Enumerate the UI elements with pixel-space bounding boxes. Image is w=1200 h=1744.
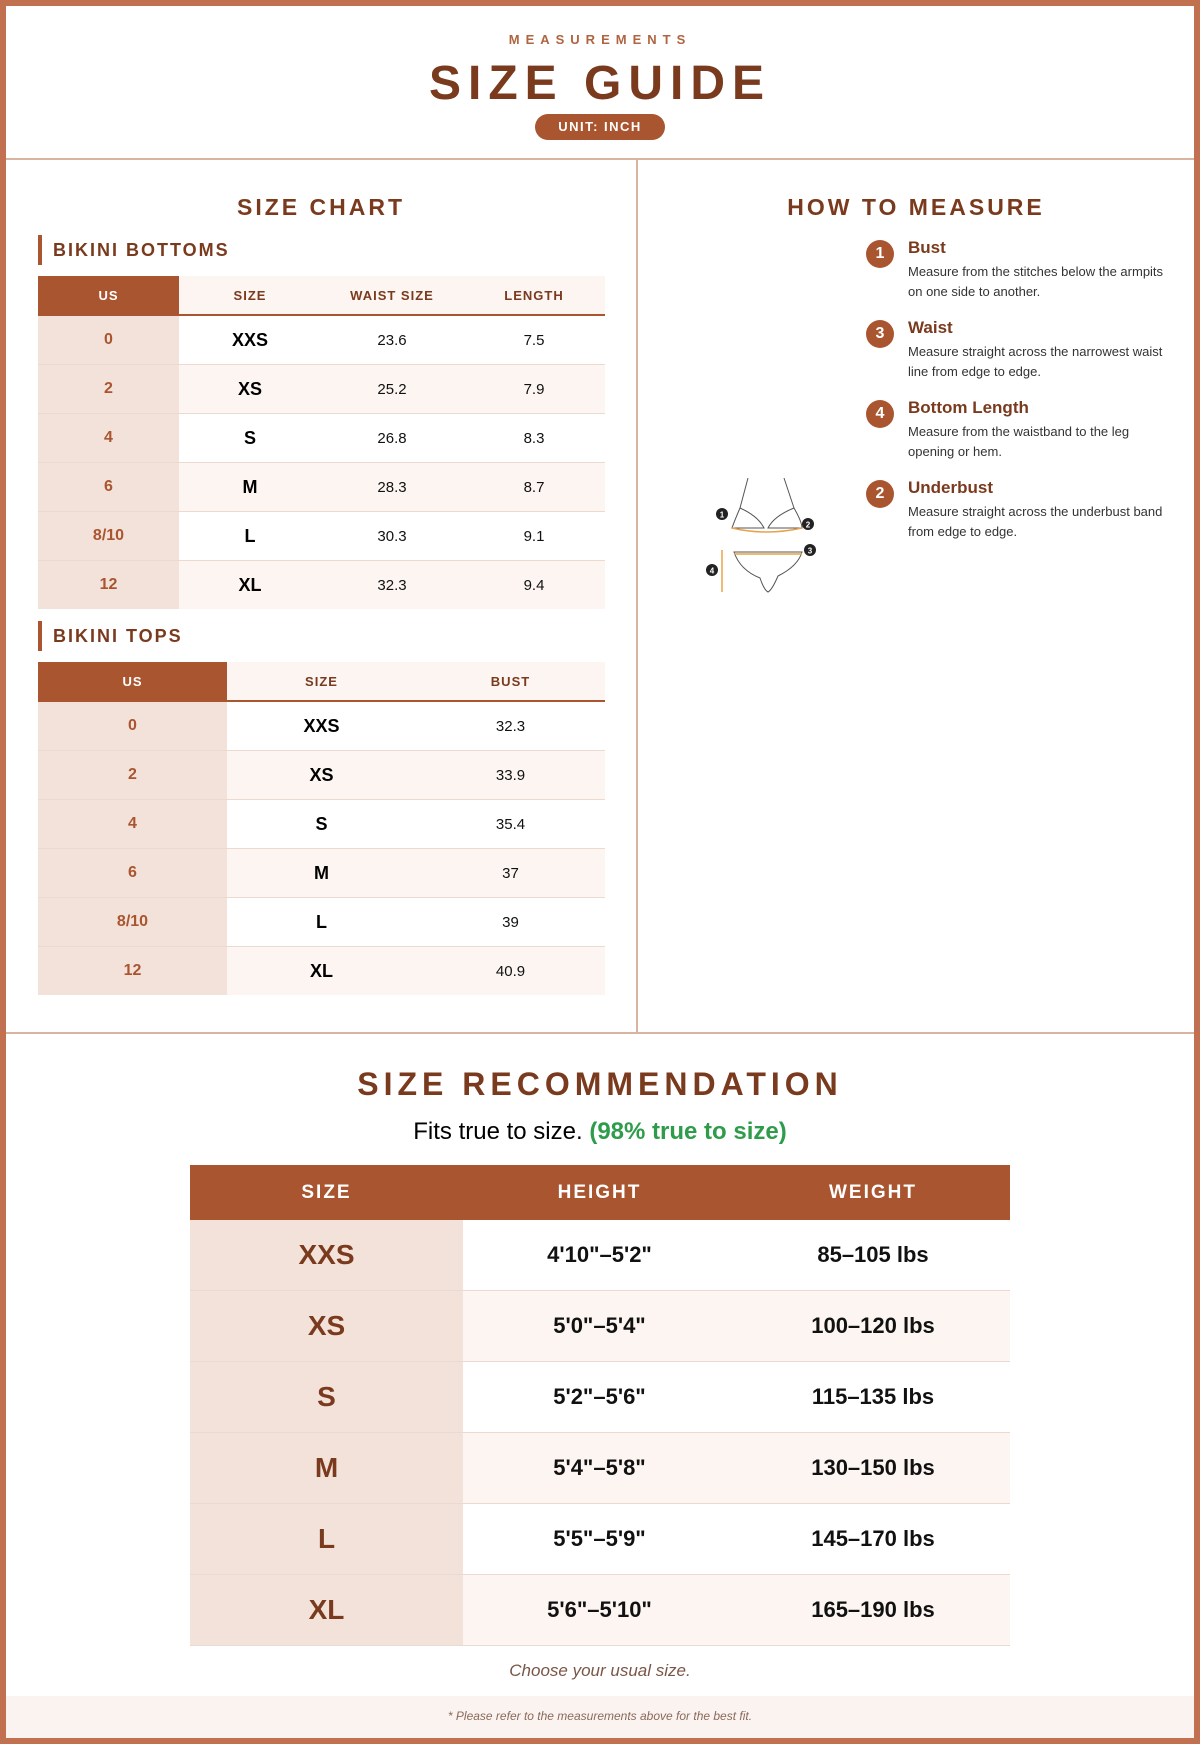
size-cell: XL [227, 947, 416, 996]
us-cell: 6 [38, 849, 227, 898]
size-cell: S [227, 800, 416, 849]
waist-cell: 23.6 [321, 315, 463, 365]
us-cell: 0 [38, 701, 227, 751]
table-row [38, 414, 605, 463]
table-row [38, 315, 605, 365]
marker-3-label: 3 [807, 546, 813, 556]
fit-percentage: (98% true to size) [589, 1118, 787, 1145]
column-divider [636, 160, 638, 1032]
table-row [190, 1220, 1010, 1291]
weight-cell: 165–190 lbs [736, 1575, 1010, 1646]
height-cell: 4'10"–5'2" [463, 1220, 736, 1291]
size-recommendation-table [190, 1165, 1010, 1646]
bust-cell: 40.9 [416, 947, 605, 996]
table-row [38, 751, 605, 800]
step-title: Bottom Length [908, 398, 1029, 417]
us-cell: 2 [38, 365, 179, 414]
bikini-illustration [706, 478, 826, 608]
us-cell: 12 [38, 947, 227, 996]
fit-summary [6, 1118, 1194, 1146]
bust-cell: 35.4 [416, 800, 605, 849]
table-row [38, 512, 605, 561]
table-row [190, 1504, 1010, 1575]
height-cell: 5'0"–5'4" [463, 1291, 736, 1362]
table-row [38, 800, 605, 849]
bust-cell: 39 [416, 898, 605, 947]
unit-badge: UNIT: INCH [535, 114, 665, 140]
marker-2-label: 2 [805, 520, 811, 530]
size-cell: XXS [190, 1220, 463, 1291]
column-header: HEIGHT [463, 1165, 736, 1220]
usual-size-note: Choose your usual size. [509, 1661, 691, 1680]
how-to-measure-title: HOW TO MEASURE [787, 194, 1045, 220]
table-header-row [190, 1165, 1010, 1220]
length-cell: 8.7 [463, 463, 605, 512]
column-header: SIZE [179, 276, 321, 315]
weight-cell: 115–135 lbs [736, 1362, 1010, 1433]
waist-cell: 30.3 [321, 512, 463, 561]
bikini-bottoms-title: BIKINI BOTTOMS [38, 235, 230, 265]
bust-cell: 37 [416, 849, 605, 898]
table-row [38, 701, 605, 751]
weight-cell: 85–105 lbs [736, 1220, 1010, 1291]
size-cell: L [227, 898, 416, 947]
table-row [190, 1575, 1010, 1646]
waist-cell: 32.3 [321, 561, 463, 610]
header [6, 6, 1194, 160]
size-cell: M [179, 463, 321, 512]
step-title: Waist [908, 318, 953, 337]
column-header: WEIGHT [736, 1165, 1010, 1220]
us-cell: 4 [38, 800, 227, 849]
height-cell: 5'5"–5'9" [463, 1504, 736, 1575]
us-cell: 8/10 [38, 898, 227, 947]
height-cell: 5'4"–5'8" [463, 1433, 736, 1504]
middle-section [6, 160, 1194, 1034]
step-number-badge: 3 [866, 320, 894, 348]
us-cell: 4 [38, 414, 179, 463]
waist-cell: 28.3 [321, 463, 463, 512]
waist-cell: 25.2 [321, 365, 463, 414]
column-header: US [38, 662, 227, 701]
column-header: WAIST SIZE [321, 276, 463, 315]
size-cell: XS [190, 1291, 463, 1362]
eyebrow: MEASUREMENTS [508, 32, 692, 47]
table-row [190, 1362, 1010, 1433]
page-title: SIZE GUIDE [428, 57, 772, 110]
us-cell: 2 [38, 751, 227, 800]
us-cell: 0 [38, 315, 179, 365]
size-cell: XXS [179, 315, 321, 365]
table-row [38, 849, 605, 898]
column-header: LENGTH [463, 276, 605, 315]
step-number-badge: 1 [866, 240, 894, 268]
marker-1-label: 1 [719, 510, 725, 520]
column-header: BUST [416, 662, 605, 701]
bust-cell: 33.9 [416, 751, 605, 800]
bikini-tops-title: BIKINI TOPS [38, 621, 183, 651]
bikini-bottoms-table [38, 276, 605, 609]
column-header: SIZE [190, 1165, 463, 1220]
step-description: Measure from the stitches below the armpits on one side to another. [908, 264, 1164, 299]
table-row [190, 1433, 1010, 1504]
length-cell: 9.4 [463, 561, 605, 610]
weight-cell: 100–120 lbs [736, 1291, 1010, 1362]
size-cell: L [179, 512, 321, 561]
size-cell: XL [190, 1575, 463, 1646]
bikini-tops-table [38, 662, 605, 995]
length-cell: 8.3 [463, 414, 605, 463]
column-header: SIZE [227, 662, 416, 701]
step-title: Bust [908, 238, 946, 257]
measure-step-waist [866, 318, 1176, 398]
size-cell: M [227, 849, 416, 898]
size-cell: XL [179, 561, 321, 610]
step-description: Measure straight across the narrowest waist line from edge to edge. [908, 344, 1163, 379]
table-row [38, 365, 605, 414]
table-row [38, 463, 605, 512]
size-chart-title: SIZE CHART [237, 194, 405, 220]
size-recommendation-title: SIZE RECOMMENDATION [357, 1066, 843, 1102]
size-cell: XXS [227, 701, 416, 751]
measure-step-bust [866, 238, 1176, 318]
column-header: US [38, 276, 179, 315]
measure-step-bottom-length [866, 398, 1176, 478]
us-cell: 8/10 [38, 512, 179, 561]
bust-cell: 32.3 [416, 701, 605, 751]
size-cell: S [190, 1362, 463, 1433]
size-cell: XS [227, 751, 416, 800]
marker-4-label: 4 [709, 566, 715, 576]
length-cell: 9.1 [463, 512, 605, 561]
step-number-badge: 4 [866, 400, 894, 428]
fit-summary-text: Fits true to size. [413, 1118, 583, 1145]
size-cell: S [179, 414, 321, 463]
step-description: Measure straight across the underbust band from edge to edge. [908, 504, 1163, 539]
table-row [38, 947, 605, 996]
height-cell: 5'2"–5'6" [463, 1362, 736, 1433]
footer-note: * Please refer to the measurements above for the best fit. [6, 1696, 1194, 1738]
table-header-row [38, 662, 605, 701]
table-row [190, 1291, 1010, 1362]
weight-cell: 130–150 lbs [736, 1433, 1010, 1504]
step-number-badge: 2 [866, 480, 894, 508]
step-description: Measure from the waistband to the leg opening or hem. [908, 424, 1130, 459]
length-cell: 7.5 [463, 315, 605, 365]
step-title: Underbust [908, 478, 993, 497]
size-cell: M [190, 1433, 463, 1504]
height-cell: 5'6"–5'10" [463, 1575, 736, 1646]
us-cell: 6 [38, 463, 179, 512]
table-header-row [38, 276, 605, 315]
measure-steps [866, 238, 1176, 558]
weight-cell: 145–170 lbs [736, 1504, 1010, 1575]
table-row [38, 898, 605, 947]
length-cell: 7.9 [463, 365, 605, 414]
us-cell: 12 [38, 561, 179, 610]
size-cell: XS [179, 365, 321, 414]
size-cell: L [190, 1504, 463, 1575]
table-row [38, 561, 605, 610]
waist-cell: 26.8 [321, 414, 463, 463]
measure-step-underbust [866, 478, 1176, 558]
